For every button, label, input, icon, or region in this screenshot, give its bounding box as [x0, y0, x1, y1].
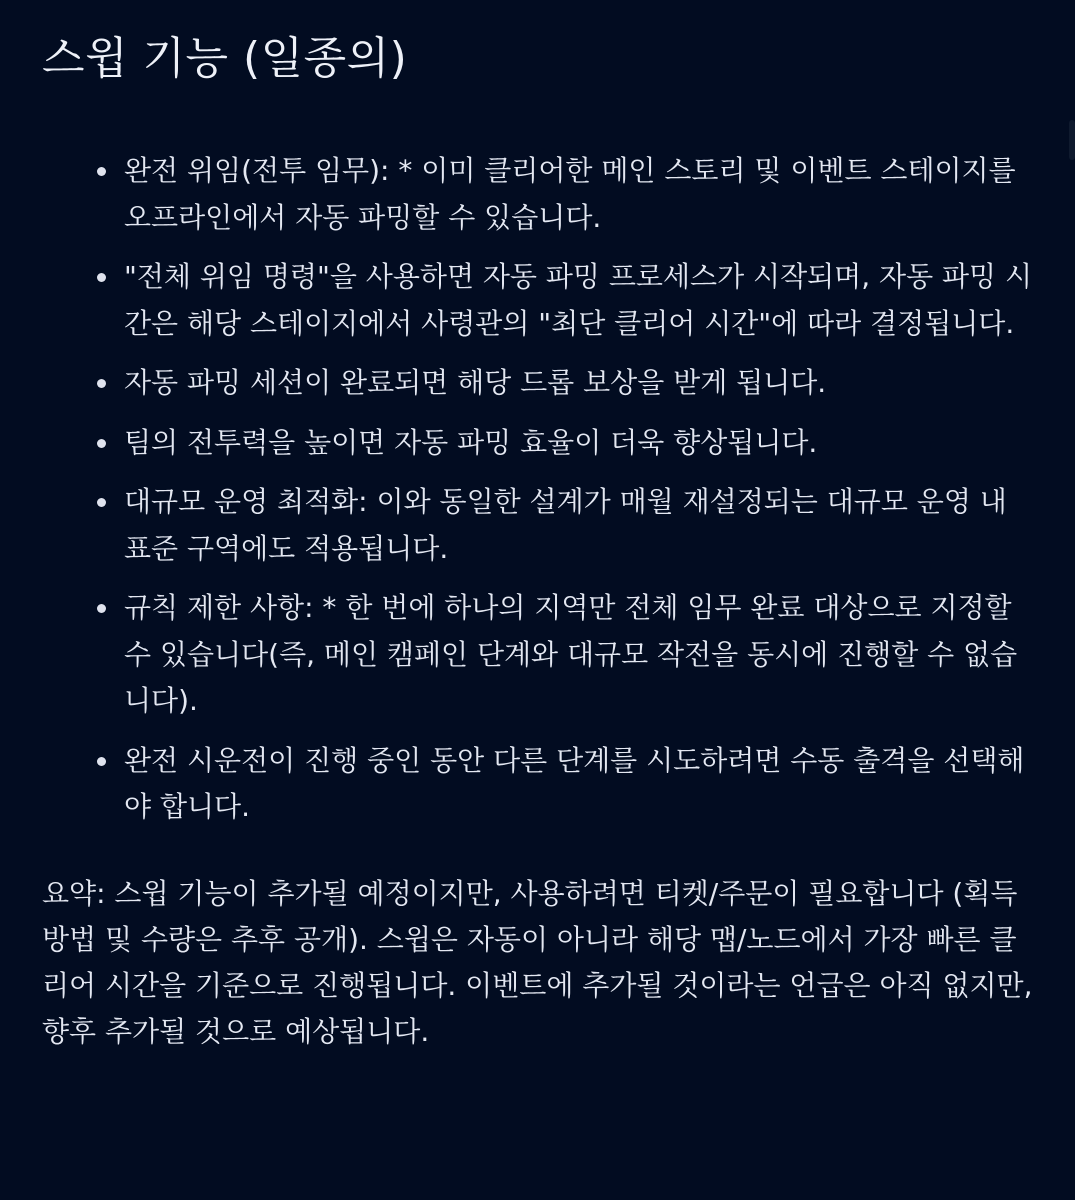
- list-item-text: 완전 시운전이 진행 중인 동안 다른 단계를 시도하려면 수동 출격을 선택해야 합니다.: [124, 743, 1025, 823]
- list-item-text: 자동 파밍 세션이 완료되면 해당 드롭 보상을 받게 됩니다.: [124, 366, 827, 399]
- list-item: [42, 738, 1035, 831]
- feature-list: [42, 148, 1035, 831]
- list-item-text: "전체 위임 명령"을 사용하면 자동 파밍 프로세스가 시작되며, 자동 파밍 시간은 해당 스테이지에서 사령관의 "최단 클리어 시간"에 따라 결정됩니다.: [124, 260, 1033, 340]
- bullet-icon: [97, 757, 106, 766]
- list-item: [42, 254, 1035, 347]
- list-item: [42, 420, 1035, 467]
- page-title: 스윕 기능 (일종의): [42, 33, 408, 84]
- list-item-text: 팀의 전투력을 높이면 자동 파밍 효율이 더욱 향상됩니다.: [124, 425, 818, 459]
- list-item-text: 규칙 제한 사항: * 한 번에 하나의 지역만 전체 임무 완료 대상으로 지정할 수 있습니다(즉, 메인 캠페인 단계와 대규모 작전을 동시에 진행할 수 없습니다).: [124, 591, 1018, 717]
- bullet-icon: [97, 439, 106, 448]
- list-item: [42, 148, 1035, 241]
- list-item: [42, 360, 1035, 407]
- bullet-icon: [97, 498, 106, 507]
- list-item: [42, 585, 1035, 725]
- bullet-icon: [97, 167, 106, 176]
- bullet-icon: [97, 379, 106, 388]
- list-item: [42, 479, 1035, 572]
- list-item-text: 대규모 운영 최적화: 이와 동일한 설계가 매월 재설정되는 대규모 운영 내 표준 구역에도 적용됩니다.: [124, 485, 1007, 565]
- bullet-icon: [97, 273, 106, 282]
- bullet-icon: [97, 604, 106, 613]
- list-item-text: 완전 위임(전투 임무): * 이미 클리어한 메인 스토리 및 이벤트 스테이지를 오프라인에서 자동 파밍할 수 있습니다.: [124, 154, 1016, 234]
- summary-paragraph: 요약: 스윕 기능이 추가될 예정이지만, 사용하려면 티켓/주문이 필요합니다 (획득 방법 및 수량은 추후 공개). 스윕은 자동이 아니라 해당 맵/노드에서 가장 빠른 클리어 시간을 기준으로 진행됩니다. 이벤트에 추가될 것이라는 언급은 아직 없지만, 향후 추가될 것으로 예상됩니다.: [42, 876, 1033, 1048]
- scrollbar[interactable]: [1069, 120, 1075, 160]
